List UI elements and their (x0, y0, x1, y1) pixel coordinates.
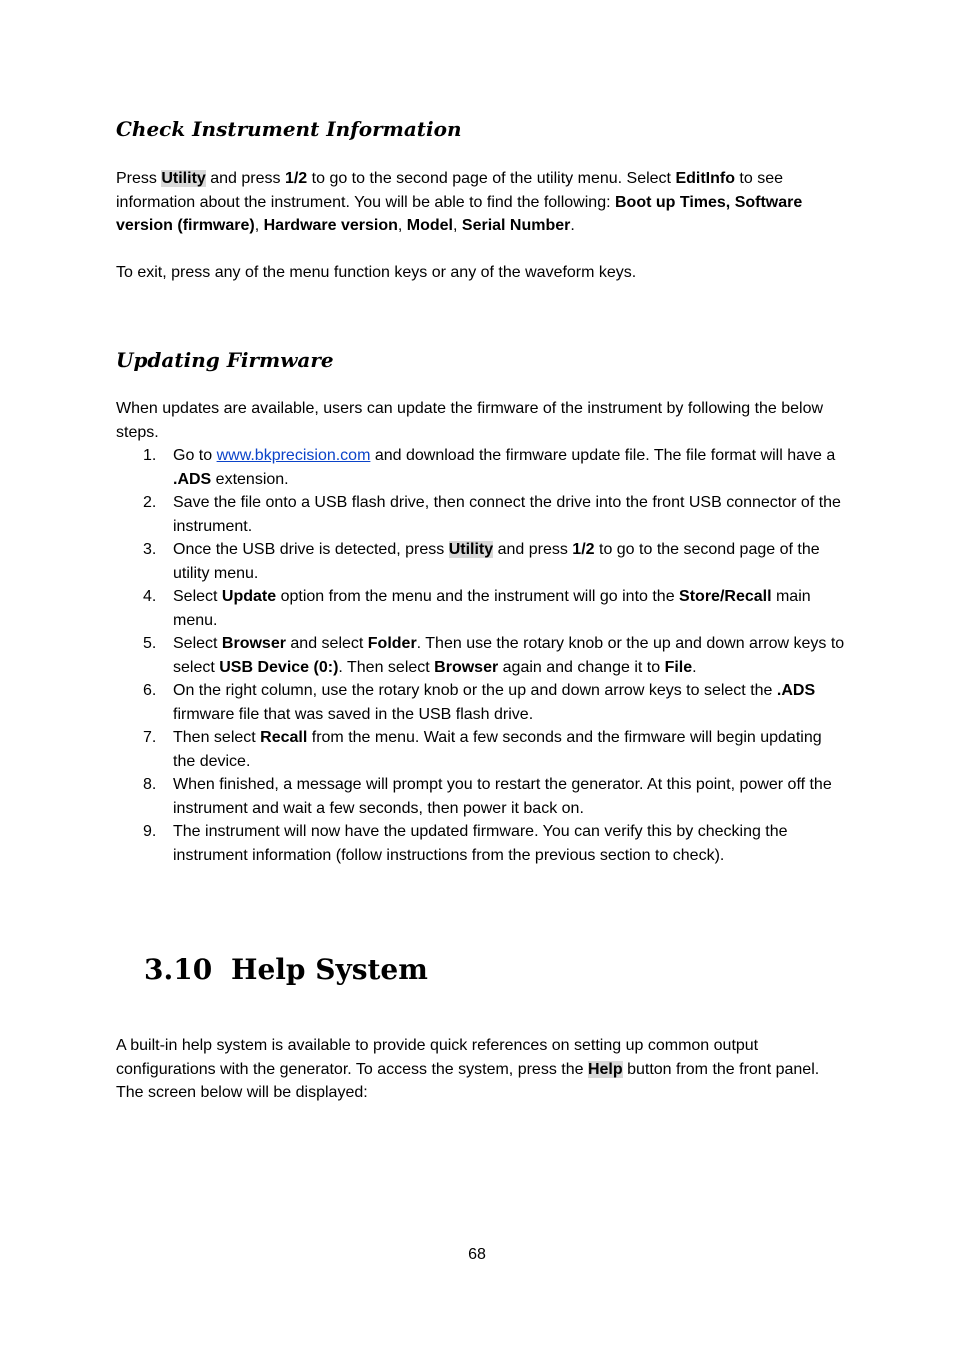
text: option from the menu and the instrument will go into the (276, 588, 680, 605)
firmware-steps-list (116, 444, 846, 867)
text: . (692, 658, 697, 676)
list-item (116, 538, 846, 585)
list-item (116, 679, 846, 726)
list-item (116, 773, 846, 820)
ads-extension: .ADS (776, 682, 816, 699)
text: from the menu. Wait a few seconds and the firmware will begin updating the device. (173, 729, 822, 770)
text: , (397, 217, 407, 234)
text: The instrument will now have the updated firmware. You can verify this by checking the instrument information (follow instructions from the previous section to check). (173, 823, 788, 864)
list-number: 9. (143, 823, 157, 840)
utility-key: Utility (161, 170, 206, 187)
editinfo-key: EditInfo (675, 170, 735, 187)
text: When finished, a message will prompt you to restart the generator. At this point, power off the instrument and wait a few seconds, then power it back on. (173, 776, 832, 817)
help-key: Help (587, 1060, 623, 1078)
list-number: 6. (143, 682, 157, 699)
page-number: 68 (468, 1246, 486, 1263)
text: Then select (173, 729, 261, 746)
text: and download the firmware update file. The file format will have a (370, 447, 836, 464)
text: Select (173, 635, 222, 652)
hardware-version-label: Hardware version (263, 217, 398, 234)
list-item (116, 491, 846, 538)
help-paragraph (116, 1034, 846, 1105)
list-number: 8. (143, 776, 157, 793)
half-key: 1/2 (284, 170, 308, 187)
text: firmware file that was saved in the USB flash drive. (173, 705, 534, 723)
text: and press (493, 541, 573, 558)
ads-extension: .ADS (173, 470, 212, 488)
recall-option: Recall (260, 729, 308, 746)
boot-info-label: Boot up Times, Software version (firmware) (116, 193, 803, 234)
text: Select (173, 588, 222, 605)
text: , (254, 217, 264, 234)
section-title-text: Help System (231, 953, 428, 986)
list-number: 3. (143, 541, 157, 558)
text: main menu. (173, 588, 811, 629)
list-item (116, 444, 846, 491)
folder-option: Folder (367, 635, 417, 652)
text: and press (205, 170, 285, 187)
updating-intro: When updates are available, users can update the firmware of the instrument by following the below steps. (116, 400, 824, 441)
browser-option: Browser (434, 658, 499, 676)
half-key: 1/2 (572, 541, 595, 558)
text: . Then use the rotary knob or the up and down arrow keys to select (173, 635, 845, 676)
browser-option: Browser (221, 635, 286, 652)
text: again and change it to (498, 658, 665, 676)
usb-device-option: USB Device (0:) (219, 658, 339, 676)
text: extension. (211, 470, 289, 488)
text: button from the front panel. The screen below will be displayed: (116, 1060, 820, 1101)
bkprecision-link[interactable]: www.bkprecision.com (216, 447, 371, 464)
text: to go to the second page of the utility menu. Select (307, 170, 676, 187)
text: to see information about the instrument. You will be able to find the following: (116, 170, 784, 211)
exit-paragraph: To exit, press any of the menu function keys or any of the waveform keys. (116, 264, 637, 281)
list-number: 5. (143, 635, 157, 652)
text: . Then select (338, 658, 435, 676)
model-label: Model (406, 217, 453, 234)
list-item (116, 820, 846, 867)
text: Once the USB drive is detected, press (173, 541, 449, 558)
list-number: 7. (143, 729, 157, 746)
text: , (453, 217, 462, 234)
text: and select (285, 635, 368, 652)
updating-firmware-heading: Updating Firmware (116, 348, 334, 372)
text: A built-in help system is available to provide quick references on setting up common output configurations with the generator. To access the system, press the (116, 1037, 759, 1078)
list-item (116, 585, 846, 632)
list-number: 1. (143, 447, 157, 464)
text: . (570, 217, 575, 234)
text: On the right column, use the rotary knob or the up and down arrow keys to select the (173, 682, 777, 699)
serial-number-label: Serial Number (461, 217, 571, 234)
check-info-paragraph (116, 167, 846, 238)
list-number: 4. (143, 588, 157, 605)
text: Go to (173, 447, 217, 464)
text: to go to the second page of the utility menu. (173, 541, 820, 582)
section-number: 3.10 (144, 953, 213, 986)
text: Press (116, 170, 162, 187)
check-info-heading: Check Instrument Information (116, 117, 462, 141)
utility-key: Utility (448, 541, 494, 558)
list-item (116, 726, 846, 773)
text: Save the file onto a USB flash drive, then connect the drive into the front USB connector of the instrument. (173, 494, 841, 535)
file-option: File (664, 658, 693, 676)
list-item (116, 632, 846, 679)
list-number: 2. (143, 494, 157, 511)
store-recall-menu: Store/Recall (679, 588, 772, 605)
section-title (144, 952, 428, 988)
update-option: Update (221, 588, 277, 605)
